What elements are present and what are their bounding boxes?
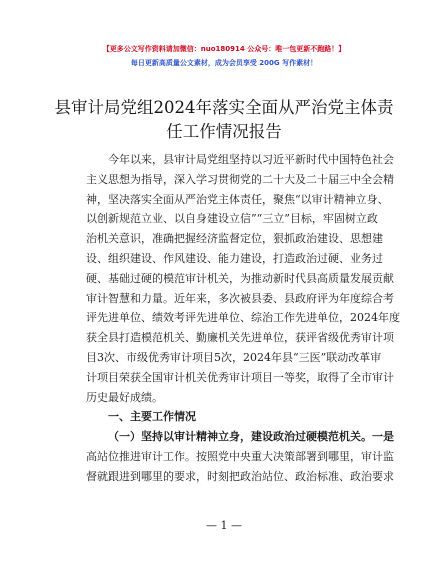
paragraph-line: 目3次、市级优秀审计项目5次，2024年县“三医”联动改革审	[86, 350, 382, 364]
paragraph-line: 治机关意识，准确把握经济监督定位，狠抓政治建设、思想建	[86, 232, 383, 246]
paragraph-line: 以创新规范立业、以自身建设立信”“三立”目标，牢固树立政	[86, 212, 378, 226]
promo-banner-line1: 【更多公文写作资料请加微信：nuo180914 公众号：唯一包更新不跑路！】	[102, 45, 346, 53]
paragraph-line: 神，坚决落实全面从严治党主体责任，聚焦“以审计精神立身、	[86, 192, 389, 206]
title-line-1: 县审计局党组2024年落实全面从严治党主体责	[54, 98, 394, 117]
title-line-2: 任工作情况报告	[166, 122, 282, 141]
paragraph-line: 计项目荣获全国审计机关优秀审计项目一等奖，取得了全市审计	[86, 370, 394, 384]
page-number: — 1 —	[206, 519, 242, 532]
paragraph-line: 主义思想为指导，深入学习贯彻党的二十大及二十届三中全会精	[86, 172, 394, 186]
section-heading: 一、主要工作情况	[108, 410, 196, 424]
subheading: （一）坚持以审计精神立身，建设政治过硬模范机关。	[108, 430, 372, 444]
subheading-line	[86, 427, 394, 447]
document-body	[86, 150, 400, 487]
paragraph-line: 审计智慧和力量。近年来，多次被县委、县政府评为年度综合考	[86, 291, 394, 305]
paragraph-line: 高站位推进审计工作。按照党中央重大决策部署到哪里，审计监	[86, 449, 394, 463]
paragraph-line: 获全县打造模范机关、勤廉机关先进单位，获评省级优秀审计项	[86, 331, 394, 345]
document-title	[44, 96, 404, 144]
subheading-tail: 一是	[372, 430, 394, 444]
paragraph-line: 设、组织建设、作风建设、能力建设，打造政治过硬、业务过	[86, 251, 383, 265]
paragraph-line: 硬、基础过硬的模范审计机关，为推动新时代县高质量发展贡献	[86, 271, 394, 285]
paragraph-line: 今年以来，县审计局党组坚持以习近平新时代中国特色社会	[108, 153, 394, 166]
promo-banner-line2: 每日更新高质量公文素材，成为会员享受 200G 写作素材！	[130, 59, 318, 67]
paragraph-line: 历史最好成绩。	[86, 390, 163, 404]
paragraph-line: 评先进单位、绩效考评先进单位、综治工作先进单位，2024年度	[86, 311, 400, 325]
paragraph-line: 督就跟进到哪里的要求，时刻把政治站位、政治标准、政治要求	[86, 469, 394, 483]
